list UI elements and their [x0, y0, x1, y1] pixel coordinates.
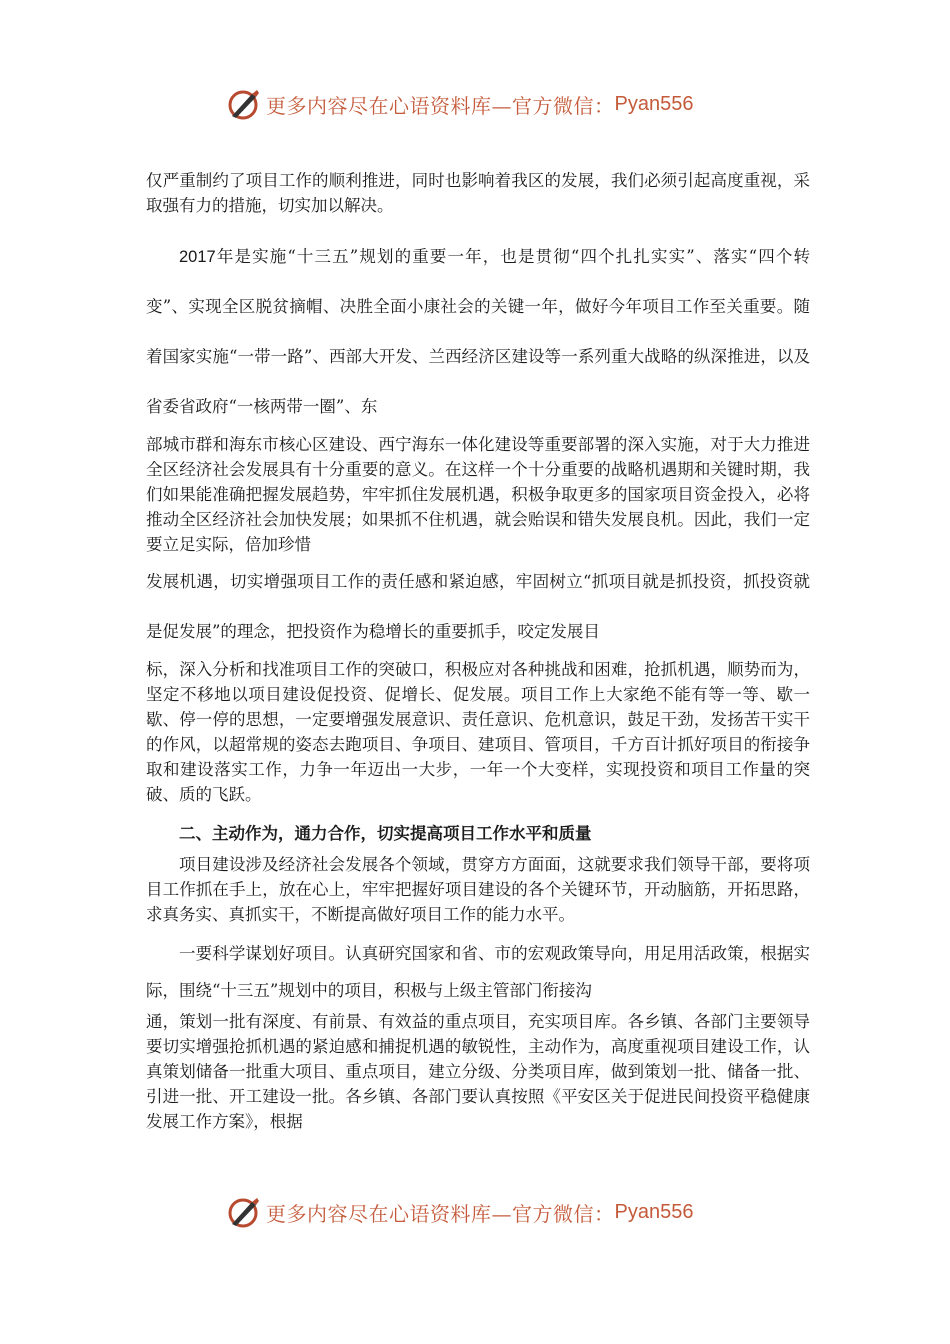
footer-watermark [226, 1192, 693, 1232]
paragraph-plan-tight: 通，策划一批有深度、有前景、有效益的重点项目，充实项目库。各乡镇、各部门主要领导要切实增强抢抓机遇的紧迫感和捕捉机遇的敏锐性，主动作为，高度重视项目建设工作，认真策划储备一批重大项目、重点项目，建立分级、分类项目库，做到策划一批、储备一批、引进一批、开工建设一批。各乡镇、各部门要认真按照《平安区关于促进民间投资平稳健康发展工作方案》，根据 [146, 1012, 810, 1131]
paragraph-2017-loose2: 发展机遇，切实增强项目工作的责任感和紧迫感，牢固树立“抓项目就是抓投资，抓投资就是促发展”的理念，把投资作为稳增长的重要抓手，咬定发展目 [146, 572, 810, 641]
paragraph-2017-loose [146, 232, 810, 432]
year-text: 2017 [179, 248, 216, 266]
brush-logo-icon [226, 86, 262, 122]
watermark-text: 更多内容尽在心语资料库—官方微信： [266, 1201, 615, 1226]
paragraph-project-fields: 项目建设涉及经济社会发展各个领域，贯穿方方面面，这就要求我们领导干部，要将项目工作抓在手上，放在心上，牢牢把握好项目建设的各个关键环节，开动脑筋，开拓思路，求真务实、真抓实干，不断提高做好项目工作的能力水平。 [146, 855, 810, 924]
section-heading-2: 二、主动作为，通力合作，切实提高项目工作水平和质量 [179, 824, 592, 843]
paragraph-2017-tight: 部城市群和海东市核心区建设、西宁海东一体化建设等重要部署的深入实施，对于大力推进全区经济社会发展具有十分重要的意义。在这样一个十分重要的战略机遇期和关键时期，我们如果能准确把握发展趋势，牢牢抓住发展机遇，积极争取更多的国家项目资金投入，必将推动全区经济社会加快发展；如果抓不住机遇，就会贻误和错失发展良机。因此，我们一定要立足实际，倍加珍惜 [146, 435, 810, 554]
paragraph-2017-tight2: 标，深入分析和找准项目工作的突破口，积极应对各种挑战和困难，抢抓机遇，顺势而为，坚定不移地以项目建设促投资、促增长、促发展。项目工作上大家绝不能有等一等、歇一歇、停一停的思想，一定要增强发展意识、责任意识、危机意识，鼓足干劲，发扬苦干实干的作风，以超常规的姿态去跑项目、争项目、建项目、管项目，千方百计抓好项目的衔接争取和建设落实工作，力争一年迈出一大步，一年一个大变样，实现投资和项目工作量的突破、质的飞跃。 [146, 660, 810, 804]
watermark-text: 更多内容尽在心语资料库—官方微信： [266, 93, 615, 118]
document-body [146, 168, 810, 1134]
header-watermark [226, 84, 693, 124]
paragraph-plan-med: 一要科学谋划好项目。认真研究国家和省、市的宏观政策导向，用足用活政策，根据实际，围绕“十三五”规划中的项目，积极与上级主管部门衔接沟 [146, 944, 810, 1000]
paragraph-2017-loose-text: 年是实施“十三五”规划的重要一年，也是贯彻“四个扎扎实实”、落实“四个转变”、实现全区脱贫摘帽、决胜全面小康社会的关键一年，做好今年项目工作至关重要。随着国家实施“一带一路”、西部大开发、兰西经济区建设等一系列重大战略的纵深推进，以及省委省政府“一核两带一圈”、东 [146, 247, 810, 416]
brush-logo-icon [226, 1194, 262, 1230]
watermark-id: Pyan556 [614, 1200, 694, 1223]
watermark-id: Pyan556 [614, 92, 694, 115]
paragraph-continuation: 仅严重制约了项目工作的顺利推进，同时也影响着我区的发展，我们必须引起高度重视，采取强有力的措施，切实加以解决。 [146, 171, 810, 215]
